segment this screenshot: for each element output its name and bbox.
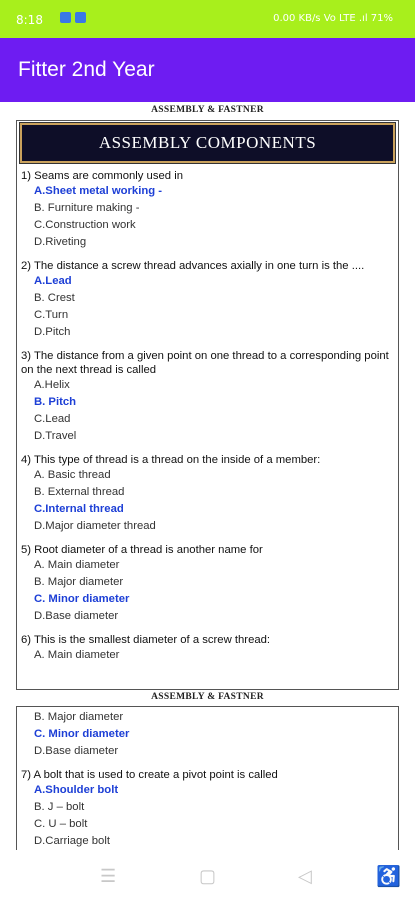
- answer-option-correct: A.Shoulder bolt: [34, 784, 119, 796]
- question-item: [17, 768, 398, 850]
- question-item: [17, 543, 398, 625]
- page-2: [16, 706, 399, 850]
- answer-option: D.Carriage bolt: [34, 835, 110, 847]
- notification-icon: [60, 12, 71, 23]
- answer-option: C.Construction work: [34, 219, 136, 231]
- document-viewer[interactable]: [0, 102, 415, 850]
- question-continued: [17, 709, 398, 760]
- answer-option: A. Main diameter: [34, 559, 120, 571]
- answer-option: D.Travel: [34, 430, 77, 442]
- section-banner: [20, 123, 395, 163]
- notification-icon: [75, 12, 86, 23]
- question-item: [17, 259, 398, 341]
- answer-option: D.Riveting: [34, 236, 87, 248]
- question-item: [17, 169, 398, 251]
- answer-option-correct: C. Minor diameter: [34, 593, 130, 605]
- option-list: [21, 709, 394, 760]
- question-text: 7) A bolt that is used to create a pivot point is called: [21, 769, 278, 781]
- page-running-header: ASSEMBLY & FASTNER: [151, 105, 264, 115]
- answer-option: C.Turn: [34, 309, 69, 321]
- question-text: 2) The distance a screw thread advances axially in one turn is the ....: [21, 260, 365, 272]
- accessibility-icon[interactable]: ♿: [376, 866, 401, 888]
- back-icon[interactable]: ◁: [298, 866, 312, 886]
- menu-icon[interactable]: ☰: [100, 866, 117, 886]
- home-icon[interactable]: ▢: [199, 866, 217, 886]
- app-title: Fitter 2nd Year: [18, 58, 155, 81]
- answer-option-correct: A.Sheet metal working -: [34, 185, 163, 197]
- answer-option: B. Crest: [34, 292, 75, 304]
- answer-option: A.Helix: [34, 379, 70, 391]
- answer-option: C. U – bolt: [34, 818, 88, 830]
- answer-option: B. Furniture making -: [34, 202, 140, 214]
- status-indicators: 0.00 KB/s Vo LTE .ıl 71%: [273, 13, 393, 24]
- status-bar: [0, 0, 415, 38]
- app-bar: [0, 38, 415, 102]
- answer-option-correct: C.Internal thread: [34, 503, 124, 515]
- question-text: 3) The distance from a given point on one thread to a corresponding point on the next thread is called: [21, 350, 389, 376]
- answer-option: B. Major diameter: [34, 576, 124, 588]
- answer-option: B. Major diameter: [34, 711, 124, 723]
- page-running-header: ASSEMBLY & FASTNER: [151, 692, 264, 702]
- question-item: [17, 633, 398, 664]
- question-text: 5) Root diameter of a thread is another name for: [21, 544, 263, 556]
- answer-option: B. External thread: [34, 486, 125, 498]
- notification-icons: [60, 12, 86, 23]
- question-text: 4) This type of thread is a thread on the inside of a member:: [21, 454, 321, 466]
- status-time: 8:18: [16, 13, 43, 27]
- page-1: [16, 120, 399, 690]
- question-list: [17, 169, 398, 664]
- answer-option: D.Pitch: [34, 326, 71, 338]
- answer-option-correct: C. Minor diameter: [34, 728, 130, 740]
- section-title: ASSEMBLY COMPONENTS: [98, 133, 317, 152]
- answer-option: B. J – bolt: [34, 801, 85, 813]
- answer-option: D.Base diameter: [34, 610, 119, 622]
- answer-option: D.Major diameter thread: [34, 520, 156, 532]
- answer-option: D.Base diameter: [34, 745, 119, 757]
- question-item: [17, 453, 398, 535]
- system-nav-bar: [0, 850, 415, 900]
- answer-option-correct: B. Pitch: [34, 396, 77, 408]
- question-item: [17, 349, 398, 445]
- answer-option-correct: A.Lead: [34, 275, 72, 287]
- question-list: [17, 768, 398, 850]
- answer-option: A. Basic thread: [34, 469, 111, 481]
- question-text: 6) This is the smallest diameter of a screw thread:: [21, 634, 271, 646]
- answer-option: C.Lead: [34, 413, 71, 425]
- question-text: 1) Seams are commonly used in: [21, 170, 183, 182]
- answer-option: A. Main diameter: [34, 649, 120, 661]
